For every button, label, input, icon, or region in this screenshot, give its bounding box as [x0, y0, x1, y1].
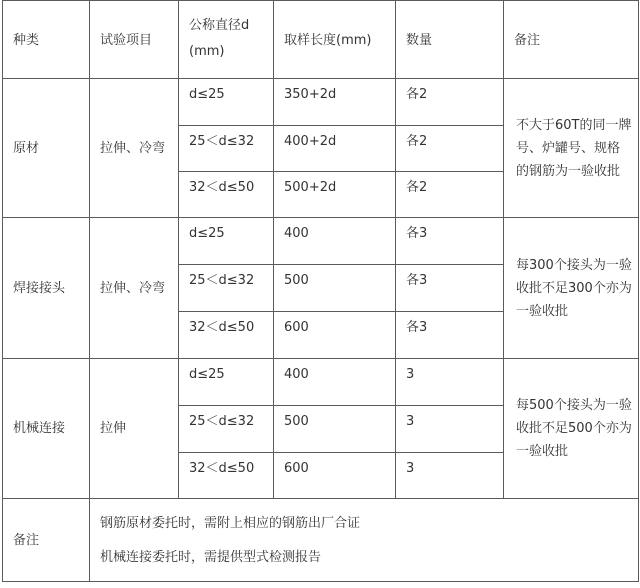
length-cell: 400	[274, 218, 396, 265]
diameter-cell: d≤25	[179, 359, 274, 406]
remarks-cell: 每500个接头为一验收批不足500个亦为一验收批	[504, 359, 639, 499]
category-cell: 焊接接头	[3, 218, 90, 359]
diameter-cell: 25＜d≤32	[179, 126, 274, 172]
header-diameter: 公称直径d (mm)	[179, 1, 274, 79]
quantity-cell: 各3	[396, 312, 504, 359]
length-cell: 400+2d	[274, 126, 396, 172]
footer-row	[3, 499, 639, 582]
length-cell: 500	[274, 406, 396, 453]
length-cell: 500+2d	[274, 172, 396, 218]
quantity-cell: 3	[396, 406, 504, 453]
diameter-cell: 32＜d≤50	[179, 172, 274, 218]
header-category: 种类	[3, 1, 90, 79]
header-test-item: 试验项目	[90, 1, 179, 79]
quantity-cell: 各2	[396, 79, 504, 126]
header-quantity: 数量	[396, 1, 504, 79]
table-row	[3, 79, 639, 126]
remarks-cell: 每300个接头为一验收批不足300个亦为一验收批	[504, 218, 639, 359]
table-row	[3, 218, 639, 265]
header-row	[3, 1, 639, 79]
footer-note: 机械连接委托时，需提供型式检测报告	[100, 549, 322, 565]
table-row	[3, 359, 639, 406]
remarks-cell: 不大于60T的同一牌号、炉罐号、规格的钢筋为一验收批	[504, 79, 639, 218]
footer-note: 钢筋原材委托时，需附上相应的钢筋出厂合证	[100, 515, 361, 531]
length-cell: 500	[274, 265, 396, 312]
length-cell: 400	[274, 359, 396, 406]
footer-notes	[90, 499, 639, 582]
length-cell: 350+2d	[274, 79, 396, 126]
header-sample-length: 取样长度(mm)	[274, 1, 396, 79]
quantity-cell: 各2	[396, 172, 504, 218]
category-cell: 机械连接	[3, 359, 90, 499]
quantity-cell: 各2	[396, 126, 504, 172]
diameter-cell: d≤25	[179, 218, 274, 265]
quantity-cell: 3	[396, 359, 504, 406]
diameter-cell: 25＜d≤32	[179, 406, 274, 453]
test-item-cell: 拉伸、冷弯	[90, 79, 179, 218]
length-cell: 600	[274, 453, 396, 499]
rebar-sampling-table	[2, 0, 639, 582]
quantity-cell: 3	[396, 453, 504, 499]
test-item-cell: 拉伸、冷弯	[90, 218, 179, 359]
footer-label: 备注	[3, 499, 90, 582]
diameter-cell: 32＜d≤50	[179, 453, 274, 499]
diameter-cell: 32＜d≤50	[179, 312, 274, 359]
quantity-cell: 各3	[396, 265, 504, 312]
diameter-cell: d≤25	[179, 79, 274, 126]
test-item-cell: 拉伸	[90, 359, 179, 499]
diameter-cell: 25＜d≤32	[179, 265, 274, 312]
length-cell: 600	[274, 312, 396, 359]
category-cell: 原材	[3, 79, 90, 218]
quantity-cell: 各3	[396, 218, 504, 265]
header-remarks: 备注	[504, 1, 639, 79]
